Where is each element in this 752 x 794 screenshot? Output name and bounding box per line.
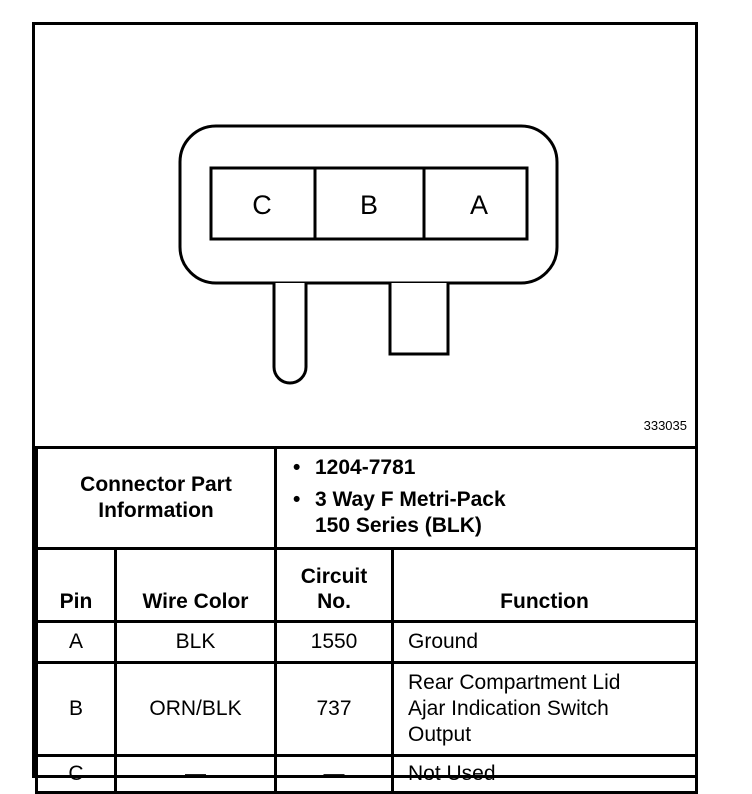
figure-id: 333035 <box>643 418 687 433</box>
row-a-circuit: 1550 <box>276 622 393 663</box>
header-circuit-line2: No. <box>317 590 351 613</box>
header-pin: Pin <box>37 549 116 622</box>
row-a-function: Ground <box>393 622 697 663</box>
row-b-function-line3: Output <box>408 723 472 746</box>
header-function: Function <box>393 549 697 622</box>
header-circuit-no <box>276 549 393 622</box>
table-row <box>37 756 697 793</box>
locking-tab <box>274 283 306 383</box>
connector-drawing <box>35 25 695 446</box>
pin-label-b: B <box>359 190 379 220</box>
row-a-pin: A <box>37 622 116 663</box>
header-circuit-line1: Circuit <box>300 565 368 588</box>
row-c-function: Not Used <box>393 756 697 793</box>
table-header-row <box>37 549 697 622</box>
row-c-circuit: — <box>276 756 393 793</box>
row-b-wire-color: ORN/BLK <box>116 663 276 756</box>
terminal-post <box>390 283 448 354</box>
connector-type-line1: 3 Way F Metri-Pack <box>315 488 506 511</box>
pin-label-a: A <box>469 190 489 220</box>
connector-info-row <box>37 448 697 549</box>
connector-info-label-line1: Connector Part <box>80 473 232 496</box>
row-b-function-line2: Ajar Indication Switch <box>408 697 609 720</box>
row-b-function-line1: Rear Compartment Lid <box>408 671 621 694</box>
pinout-table <box>35 446 698 794</box>
connector-diagram <box>35 25 695 446</box>
table-row <box>37 622 697 663</box>
row-b-function <box>393 663 697 756</box>
row-a-wire-color: BLK <box>116 622 276 663</box>
row-b-circuit: 737 <box>276 663 393 756</box>
connector-info-values <box>276 448 697 549</box>
row-b-pin: B <box>37 663 116 756</box>
row-c-wire-color: — <box>116 756 276 793</box>
pin-label-c: C <box>252 190 272 220</box>
table-row <box>37 663 697 756</box>
connector-info-label-line2: Information <box>98 499 214 522</box>
connector-part-number: • 1204-7781 <box>315 455 695 481</box>
connector-type-line2: 150 Series (BLK) <box>315 514 482 537</box>
connector-info-label <box>37 448 276 549</box>
header-wire-color: Wire Color <box>116 549 276 622</box>
row-c-pin: C <box>37 756 116 793</box>
connector-info-list <box>315 455 695 539</box>
connector-frame <box>32 22 698 785</box>
connector-type <box>315 487 695 539</box>
